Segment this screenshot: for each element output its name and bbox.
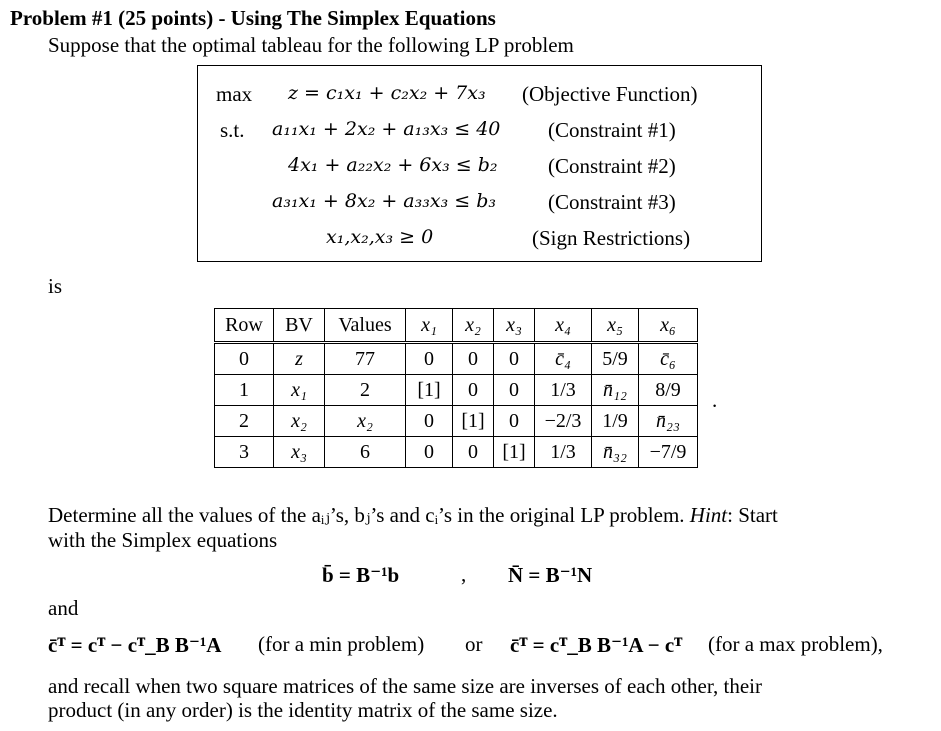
- table-row: [215, 375, 698, 406]
- equation-min: c̄ᵀ = cᵀ − cᵀ_B B⁻¹A: [48, 633, 222, 657]
- header-cell: x₃: [494, 309, 535, 343]
- table-cell: 1/3: [535, 437, 592, 468]
- table-cell: 0: [453, 343, 494, 375]
- objective-note: (Objective Function): [522, 82, 698, 106]
- table-cell: 6: [325, 437, 406, 468]
- table-cell: c̄₄: [535, 343, 592, 375]
- lp-label-max: max: [216, 82, 253, 106]
- table-cell: x₂: [325, 406, 406, 437]
- objective-expression: z = c₁x₁ + c₂x₂ + 7x₃: [288, 82, 486, 104]
- table-cell: [1]: [406, 375, 453, 406]
- optimal-tableau: [214, 308, 698, 468]
- table-cell: x₂: [274, 406, 325, 437]
- table-cell: n̄₂₃: [639, 406, 698, 437]
- table-cell: 0: [453, 375, 494, 406]
- header-cell: x₅: [592, 309, 639, 343]
- sign-restrictions-expression: x₁,x₂,x₃ ≥ 0: [326, 226, 434, 248]
- lp-problem-box: [197, 65, 762, 262]
- table-cell: z: [274, 343, 325, 375]
- or-text: or: [465, 632, 483, 656]
- header-cell: x₂: [453, 309, 494, 343]
- sign-restrictions-note: (Sign Restrictions): [532, 226, 691, 250]
- header-cell: Row: [215, 309, 274, 343]
- table-cell: 1/3: [535, 375, 592, 406]
- determine-text: Determine all the values of the aᵢⱼ’s, bⱼ’s and cᵢ’s in the original LP problem.: [48, 503, 685, 527]
- table-cell: −7/9: [639, 437, 698, 468]
- table-cell: [1]: [494, 437, 535, 468]
- equation-max: c̄ᵀ = cᵀ_B B⁻¹A − cᵀ: [510, 633, 683, 657]
- equation-n-bar: N̄ = B⁻¹N: [508, 563, 593, 587]
- tableau-header-row: [215, 309, 698, 343]
- table-cell: 2: [215, 406, 274, 437]
- table-cell: 3: [215, 437, 274, 468]
- min-note: (for a min problem): [258, 632, 425, 656]
- table-cell: x₃: [274, 437, 325, 468]
- table-cell: 0: [494, 406, 535, 437]
- table-cell: 0: [215, 343, 274, 375]
- table-row: [215, 437, 698, 468]
- determine-line-1: [48, 503, 778, 528]
- problem-title: Problem #1 (25 points) - Using The Simplex Equations: [10, 6, 496, 30]
- table-cell: 5/9: [592, 343, 639, 375]
- header-cell: BV: [274, 309, 325, 343]
- header-cell: x₄: [535, 309, 592, 343]
- recall-line-1: and recall when two square matrices of the same size are inverses of each other, their: [48, 674, 763, 698]
- table-cell: 77: [325, 343, 406, 375]
- table-cell: 0: [494, 343, 535, 375]
- header-cell: x₆: [639, 309, 698, 343]
- constraint-2-expression: 4x₁ + a₂₂x₂ + 6x₃ ≤ b₂: [288, 154, 498, 176]
- equation-b-bar: b̄ = B⁻¹b: [322, 563, 400, 587]
- table-cell: 0: [453, 437, 494, 468]
- constraint-1-note: (Constraint #1): [548, 118, 676, 142]
- table-cell: x₁: [274, 375, 325, 406]
- equation-comma: ,: [461, 562, 467, 586]
- table-cell: −2/3: [535, 406, 592, 437]
- max-note: (for a max problem),: [708, 632, 883, 656]
- table-cell: 8/9: [639, 375, 698, 406]
- and-text: and: [48, 596, 79, 620]
- table-cell: n̄₁₂: [592, 375, 639, 406]
- is-text: is: [48, 274, 63, 298]
- table-cell: 2: [325, 375, 406, 406]
- table-cell: c̄₆: [639, 343, 698, 375]
- table-cell: 1: [215, 375, 274, 406]
- constraint-1-expression: a₁₁x₁ + 2x₂ + a₁₃x₃ ≤ 40: [272, 118, 501, 140]
- hint-text: : Start: [727, 503, 778, 527]
- table-cell: [1]: [453, 406, 494, 437]
- header-cell: x₁: [406, 309, 453, 343]
- table-cell: 0: [406, 343, 453, 375]
- table-cell: n̄₃₂: [592, 437, 639, 468]
- constraint-3-expression: a₃₁x₁ + 8x₂ + a₃₃x₃ ≤ b₃: [272, 190, 496, 212]
- lp-label-st: s.t.: [220, 118, 245, 142]
- table-cell: 0: [494, 375, 535, 406]
- determine-line-2: with the Simplex equations: [48, 528, 278, 552]
- recall-line-2: product (in any order) is the identity matrix of the same size.: [48, 698, 558, 722]
- intro-text: Suppose that the optimal tableau for the following LP problem: [48, 33, 574, 57]
- table-cell: 1/9: [592, 406, 639, 437]
- table-row: [215, 343, 698, 375]
- table-cell: 0: [406, 406, 453, 437]
- header-cell: Values: [325, 309, 406, 343]
- constraint-2-note: (Constraint #2): [548, 154, 676, 178]
- constraint-3-note: (Constraint #3): [548, 190, 676, 214]
- tableau-trailing-period: .: [712, 388, 718, 412]
- hint-label: Hint: [689, 503, 728, 527]
- table-cell: 0: [406, 437, 453, 468]
- table-row: [215, 406, 698, 437]
